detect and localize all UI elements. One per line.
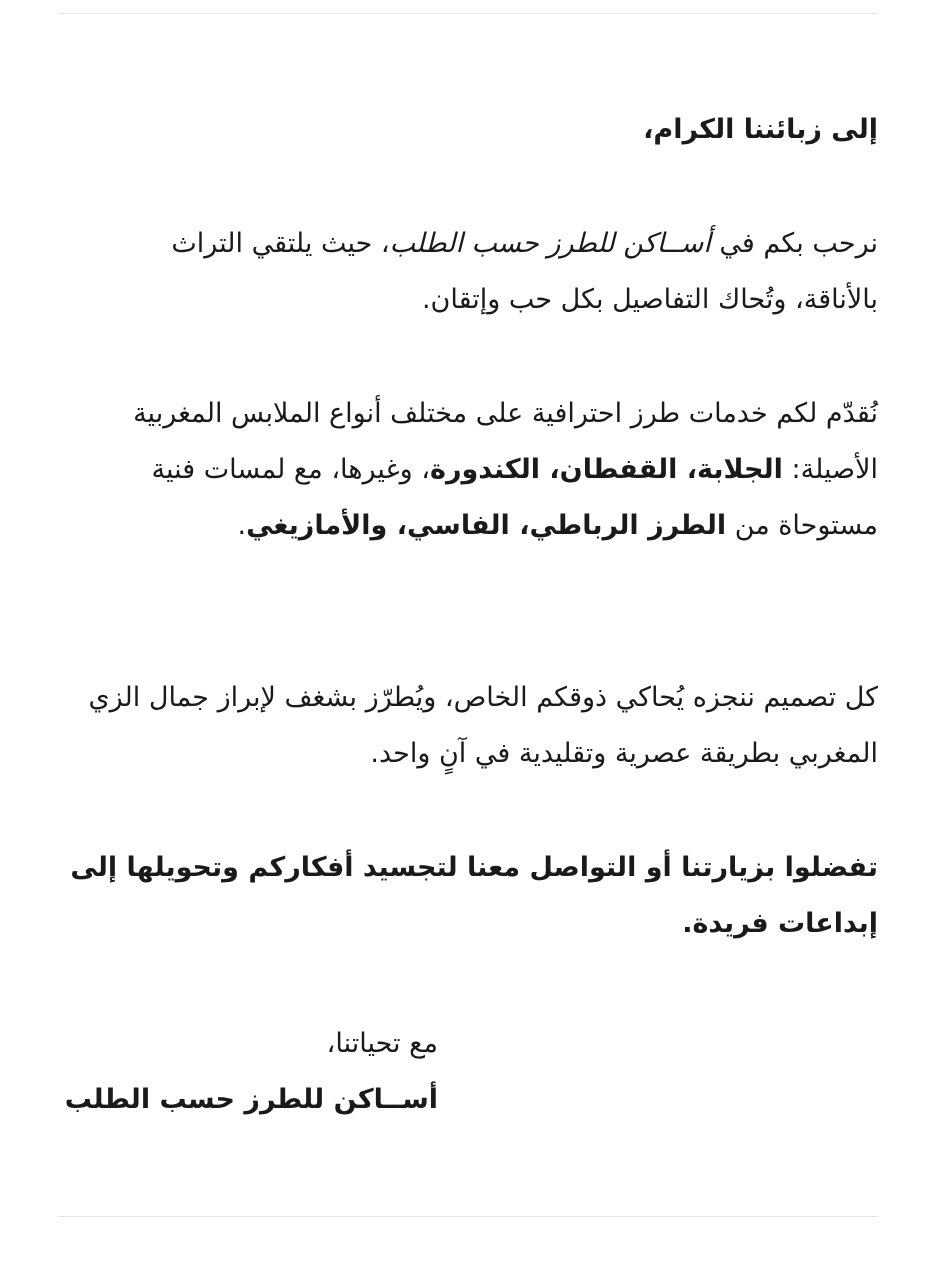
garment-list: الجلابة، القفطان، الكندورة (430, 454, 783, 485)
signoff (58, 1016, 438, 1128)
top-divider (58, 13, 878, 14)
brand-name: أســاكن للطرز حسب الطلب (389, 228, 711, 259)
signature: أســاكن للطرز حسب الطلب (64, 1084, 438, 1115)
intro-text-start: نرحب بكم في (710, 228, 878, 259)
services-paragraph (78, 386, 878, 554)
intro-text-end: ، حيث يلتقي التراث بالأناقة، وتُحاك التفاصيل بكل حب وإتقان. (171, 228, 878, 315)
services-text-start: نُقدّم لكم خدمات طرز احترافية على مختلف أنواع الملابس المغربية الأصيلة: (133, 398, 878, 485)
call-to-action: تفضلوا بزيارتنا أو التواصل معنا لتجسيد أفكاركم وتحويلها إلى إبداعات فريدة. (70, 852, 878, 939)
design-paragraph: كل تصميم ننجزه يُحاكي ذوقكم الخاص، ويُطرّز بشغف لإبراز جمال الزي المغربي بطريقة عصرية وتقليدية في آنٍ واحد. (88, 682, 878, 769)
services-text-end: . (237, 510, 247, 541)
services-text-middle: ، وغيرها، مع لمسات فنية مستوحاة من (151, 454, 878, 541)
intro-paragraph (118, 216, 878, 328)
embroidery-styles: الطرز الرباطي، الفاسي، والأمازيغي (246, 510, 727, 541)
bottom-divider (58, 1216, 878, 1217)
greeting: إلى زبائننا الكرام، (643, 114, 878, 145)
closing-phrase: مع تحياتنا، (326, 1028, 438, 1059)
